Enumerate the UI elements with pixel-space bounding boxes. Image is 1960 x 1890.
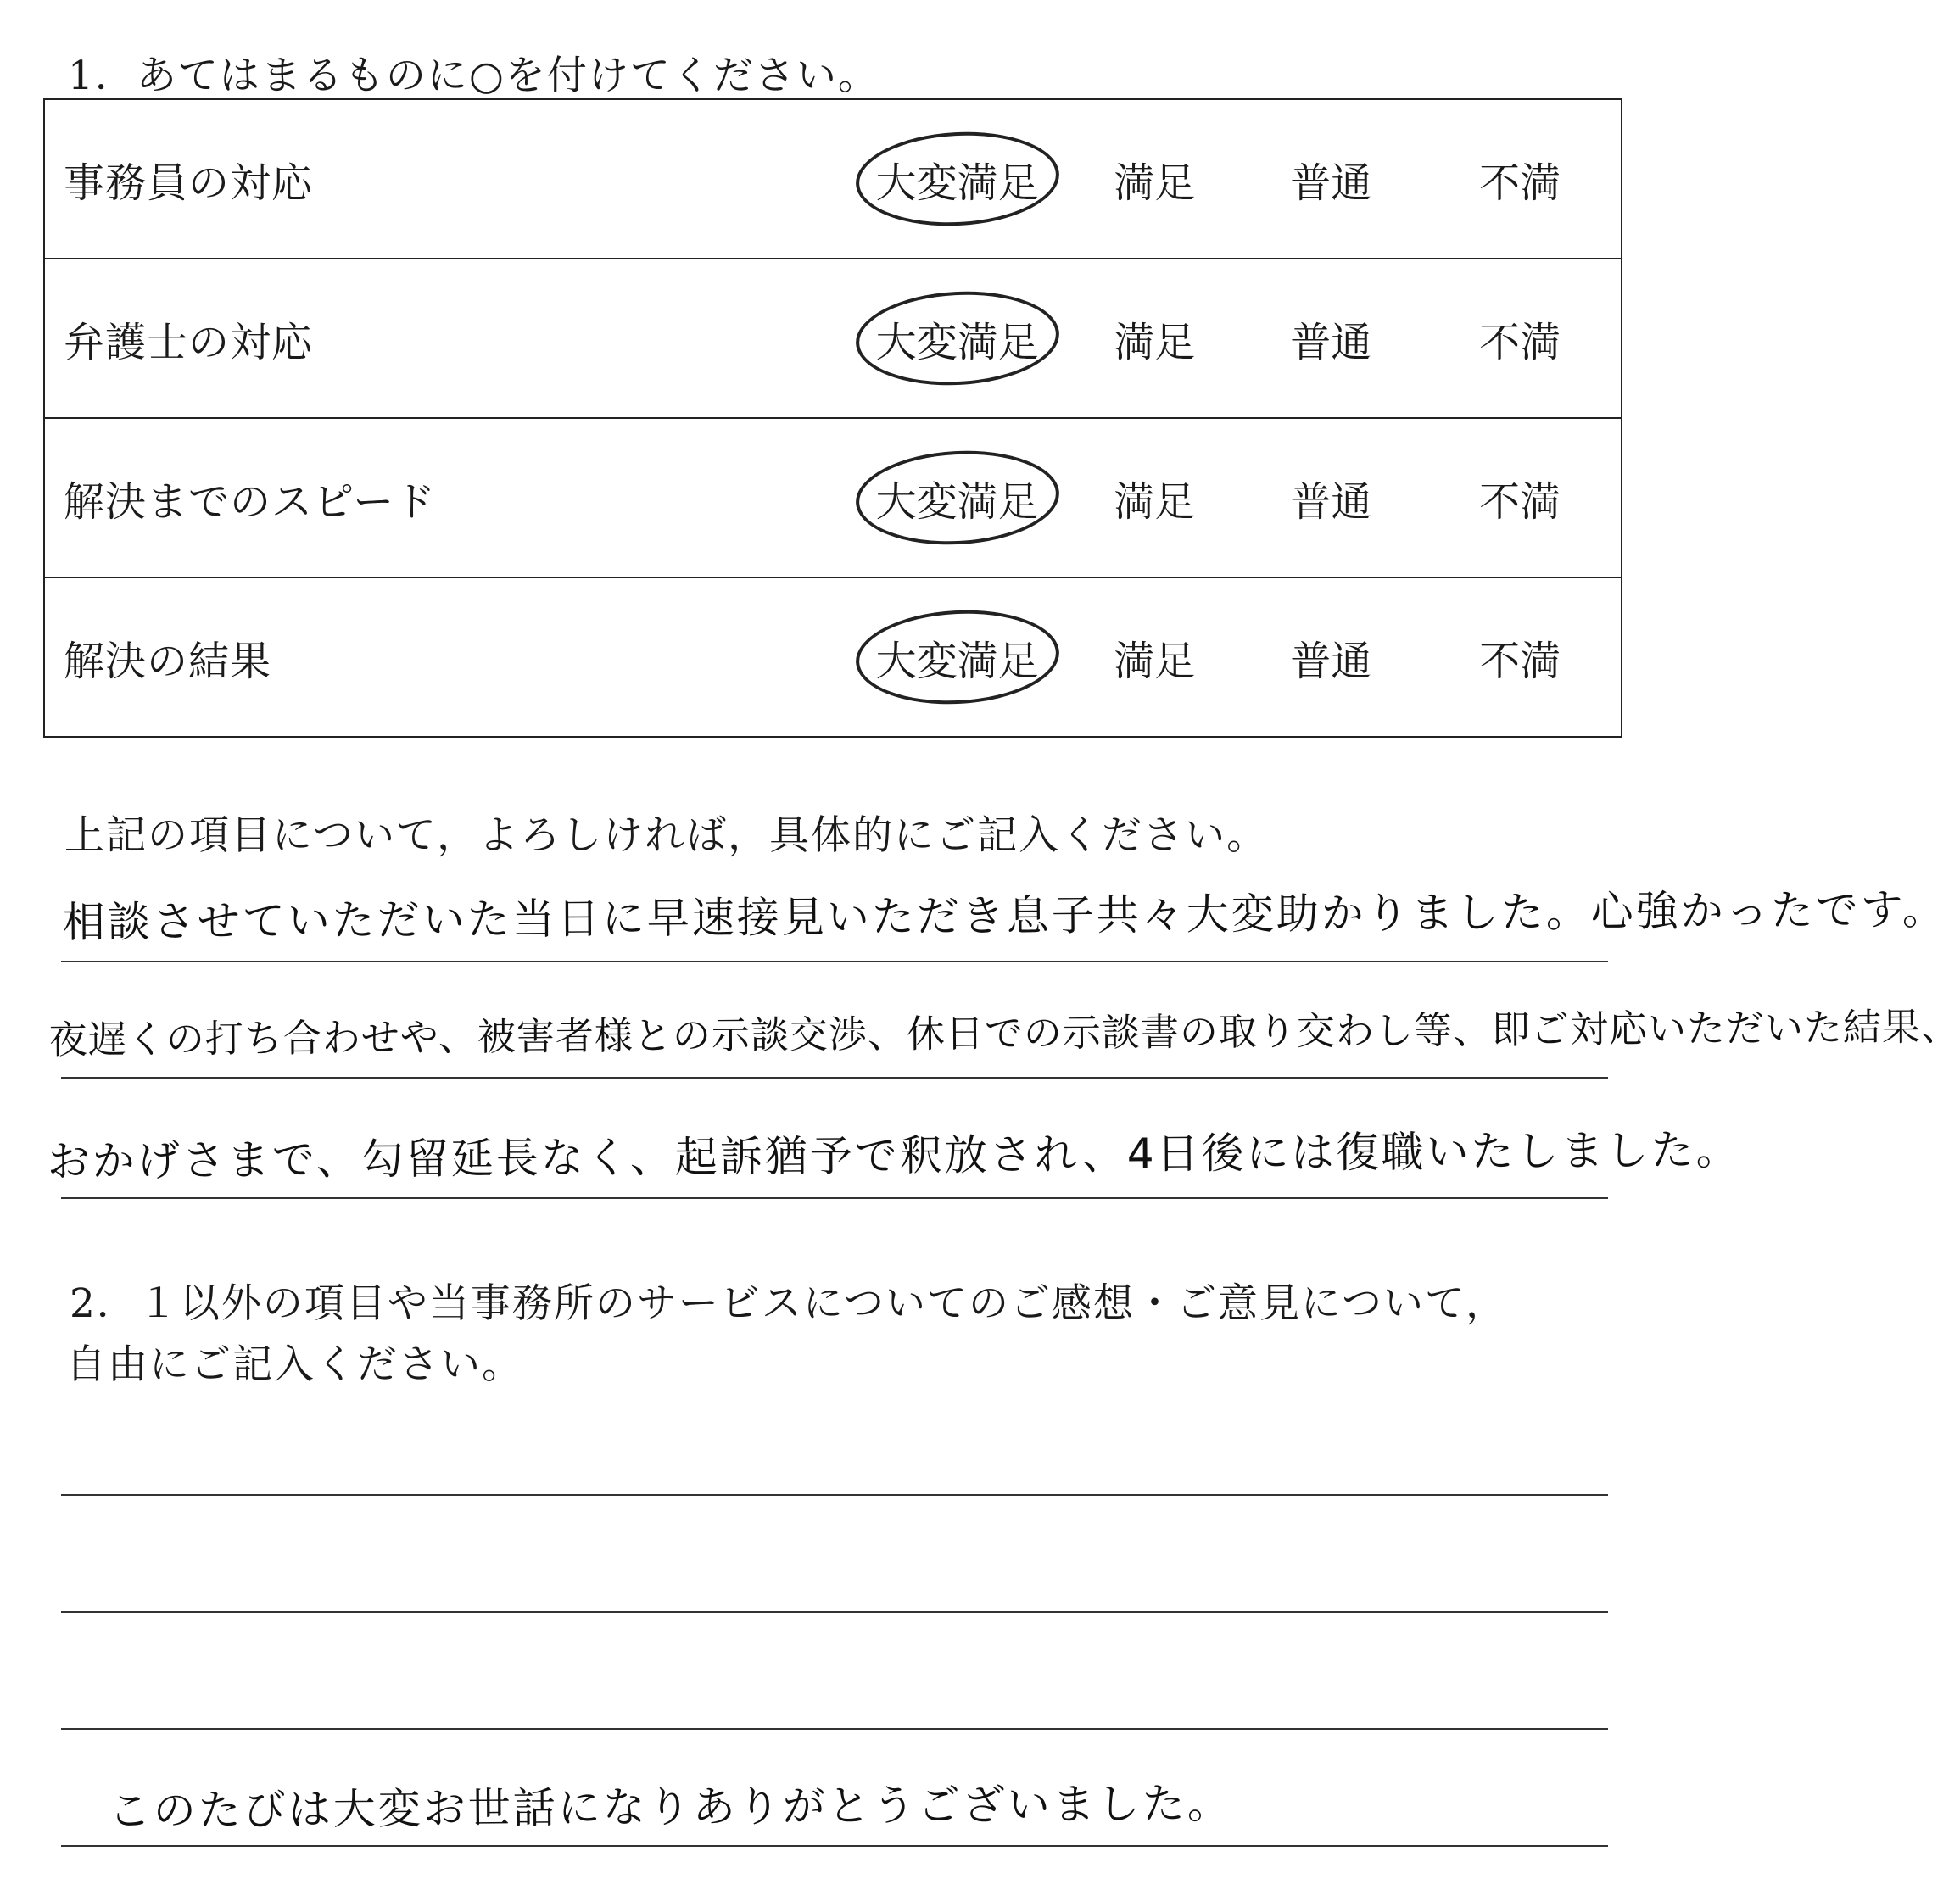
option-dissatisfied[interactable]: 不満 [1479, 318, 1561, 366]
rating-table [43, 98, 1622, 738]
question2-heading-line1: 2．１以外の項目や当事務所のサービスについてのご感想・ご意見について， [70, 1280, 1508, 1327]
option-dissatisfied[interactable]: 不満 [1479, 159, 1561, 207]
rating-item-label: 事務員の対応 [64, 159, 314, 207]
writing-line [61, 1611, 1608, 1613]
comment-prompt: 上記の項目について，よろしければ，具体的にご記入ください。 [64, 812, 1269, 859]
writing-line [61, 1494, 1608, 1496]
rating-row [44, 418, 1622, 577]
option-satisfied[interactable]: 満足 [1114, 159, 1196, 207]
option-very-satisfied[interactable]: 大変満足 [848, 418, 1066, 577]
rating-item-label: 弁護士の対応 [64, 318, 314, 366]
writing-line [61, 1197, 1608, 1199]
rating-row [44, 99, 1622, 259]
option-satisfied[interactable]: 満足 [1114, 318, 1196, 366]
option-very-satisfied[interactable]: 大変満足 [848, 577, 1066, 737]
option-average[interactable]: 普通 [1290, 159, 1372, 207]
option-average[interactable]: 普通 [1290, 318, 1372, 366]
option-dissatisfied[interactable]: 不満 [1479, 477, 1561, 526]
question1-heading: 1．あてはまるものに○を付けてください。 [68, 53, 879, 99]
option-very-satisfied[interactable]: 大変満足 [848, 99, 1066, 259]
option-satisfied[interactable]: 満足 [1114, 477, 1196, 526]
rating-item-label: 解決の結果 [64, 637, 272, 685]
comment-line[interactable]: 相談させていただいた当日に早速接見いただき息子共々大変助かりました。心強かったです。 [62, 884, 1947, 948]
writing-line [61, 1728, 1608, 1730]
option-average[interactable]: 普通 [1290, 637, 1372, 685]
rating-item-label: 解決までのスピード [64, 477, 437, 526]
option-very-satisfied[interactable]: 大変満足 [848, 259, 1066, 418]
comment-line[interactable]: 夜遅くの打ち合わせや、被害者様との示談交渉、休日での示談書の取り交わし等、即ご対応いただいた結果、 [48, 1004, 1960, 1062]
writing-line [61, 1845, 1608, 1847]
question2-heading-line2: 自由にご記入ください。 [66, 1341, 523, 1388]
option-satisfied[interactable]: 満足 [1114, 637, 1196, 685]
comment-line[interactable]: おかげさまで、勾留延長なく、起訴猶予で釈放され、4日後には復職いたしました。 [47, 1125, 1741, 1187]
rating-row [44, 259, 1622, 418]
rating-row [44, 577, 1622, 737]
writing-line [61, 1077, 1608, 1079]
answer-line[interactable]: このたびは大変お世話になりありがとうございました。 [108, 1778, 1232, 1836]
writing-line [61, 961, 1608, 962]
option-dissatisfied[interactable]: 不満 [1479, 637, 1561, 685]
option-average[interactable]: 普通 [1290, 477, 1372, 526]
